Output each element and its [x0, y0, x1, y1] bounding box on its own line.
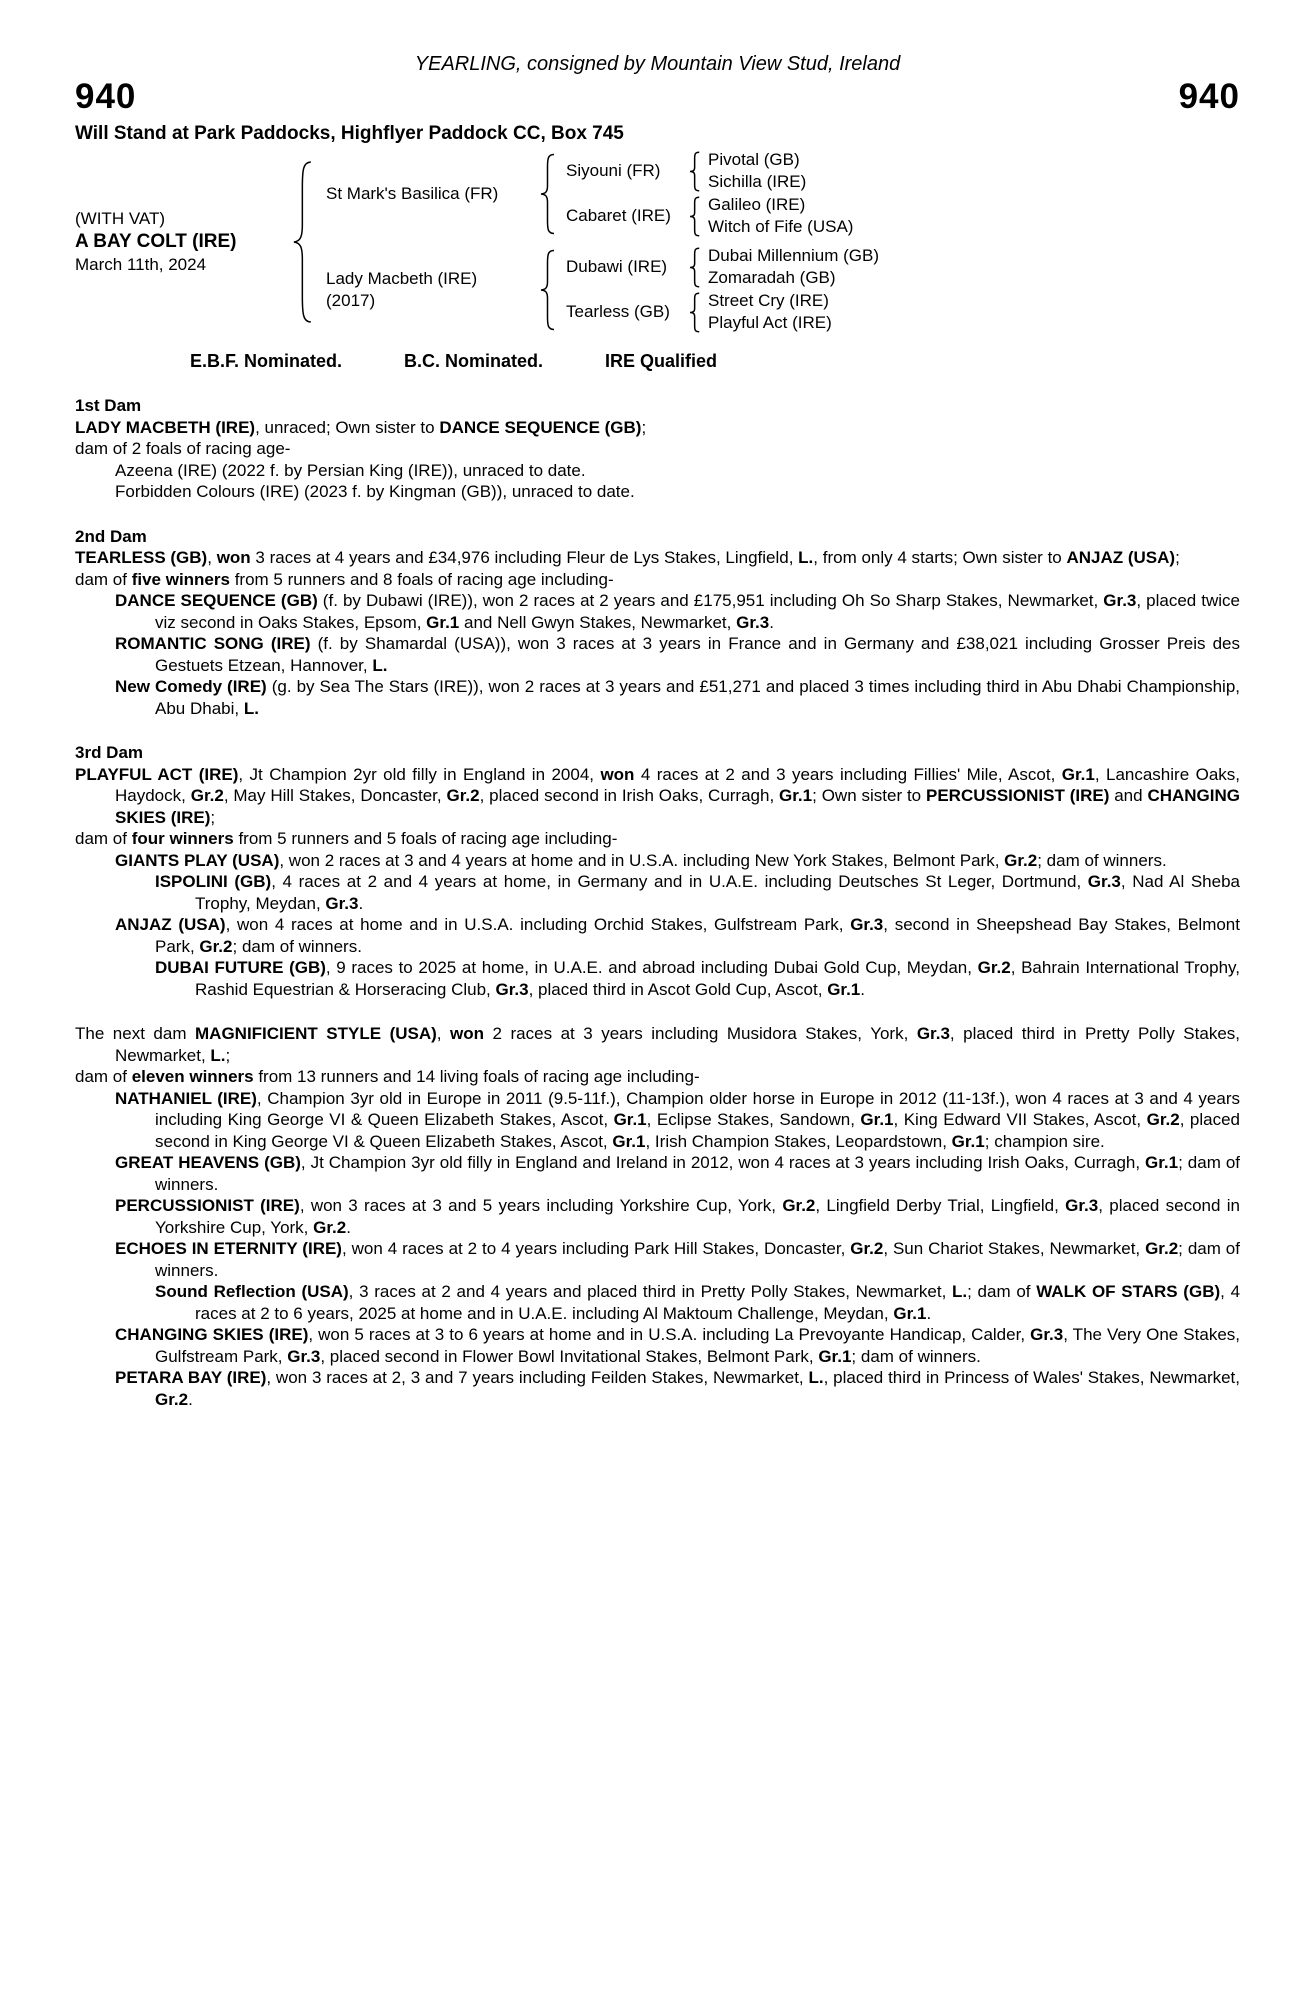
catalogue-paragraph: New Comedy (IRE) (g. by Sea The Stars (IRE)), won 2 races at 3 years and £51,271 and placed 3 times including third in Abu Dhabi Championship, Abu Dhabi, L.: [115, 677, 1240, 718]
sire-sire-name: Siyouni (FR): [566, 161, 661, 181]
ggp-name: Dubai Millennium (GB): [708, 246, 879, 265]
catalogue-paragraph: DUBAI FUTURE (GB), 9 races to 2025 at home, in U.A.E. and abroad including Dubai Gold Cup, Meydan, Gr.2, Bahrain International Trophy, Rashid Equestrian & Horseracing Club, Gr.3, placed third in Ascot Gold Cup, Ascot, Gr.1.: [155, 958, 1240, 999]
ggp-name: Street Cry (IRE): [708, 291, 829, 310]
dam-dam-row: [558, 290, 879, 335]
catalogue-paragraph: dam of five winners from 5 runners and 8 foals of racing age including-: [75, 569, 614, 589]
ebf-nominated-label: E.B.F. Nominated.: [190, 350, 343, 371]
catalogue-paragraph: ECHOES IN ETERNITY (IRE), won 4 races at 2 to 4 years including Park Hill Stakes, Doncaster, Gr.2, Sun Chariot Stakes, Newmarket, Gr.2; dam of winners.: [115, 1239, 1240, 1280]
section-heading: 1st Dam: [75, 396, 142, 415]
pedigree-brace-icon: [290, 157, 316, 327]
lot-number-row: [75, 78, 1240, 116]
horse-name: A BAY COLT (IRE): [75, 231, 237, 252]
catalogue-paragraph: LADY MACBETH (IRE), unraced; Own sister to DANCE SEQUENCE (GB);: [75, 417, 647, 437]
vat-note: (WITH VAT): [75, 209, 166, 228]
sire-sire-row: [558, 149, 853, 194]
pedigree-brace-icon: [538, 152, 558, 236]
catalogue-paragraph: PLAYFUL ACT (IRE), Jt Champion 2yr old filly in England in 2004, won 4 races at 2 and 3 years including Fillies' Mile, Ascot, Gr.1, Lancashire Oaks, Haydock, Gr.2, May Hill Stakes, Doncaster, Gr.2, placed second in Irish Oaks, Curragh, Gr.1; Own sister to PERCUSSIONIST (IRE) and CHANGING SKIES (IRE);: [75, 764, 1240, 827]
catalogue-paragraph: GREAT HEAVENS (GB), Jt Champion 3yr old filly in England and Ireland in 2012, won 4 races at 3 years including Irish Oaks, Curragh, Gr.1; dam of winners.: [115, 1153, 1240, 1194]
catalogue-paragraph: ROMANTIC SONG (IRE) (f. by Shamardal (USA)), won 3 races at 3 years in France and in Germany and £38,021 including Grosser Preis des Gestuets Etzean, Hannover, L.: [115, 634, 1240, 675]
catalogue-paragraph: GIANTS PLAY (USA), won 2 races at 3 and 4 years at home and in U.S.A. including New York Stakes, Belmont Park, Gr.2; dam of winners.: [115, 850, 1167, 870]
catalogue-paragraph: The next dam MAGNIFICIENT STYLE (USA), won 2 races at 3 years including Musidora Stakes, York, Gr.3, placed third in Pretty Polly Stakes, Newmarket, L.;: [75, 1024, 1241, 1065]
pedigree-parents: [316, 149, 879, 335]
ggp-name: Witch of Fife (USA): [708, 217, 854, 236]
catalogue-paragraph: Forbidden Colours (IRE) (2023 f. by Kingman (GB)), unraced to date.: [115, 482, 635, 501]
lot-number-left: 940: [75, 77, 137, 116]
catalogue-paragraph: TEARLESS (GB), won 3 races at 4 years and £34,976 including Fleur de Lys Stakes, Lingfield, L., from only 4 starts; Own sister to ANJAZ (USA);: [75, 548, 1180, 567]
pedigree-brace-icon: [688, 196, 702, 237]
pedigree-brace-icon: [688, 292, 702, 333]
sire-name: St Mark's Basilica (FR): [326, 183, 499, 203]
dam-sire-row: [558, 245, 879, 290]
catalogue-paragraph: PETARA BAY (IRE), won 3 races at 2, 3 and 7 years including Feilden Stakes, Newmarket, L., placed third in Princess of Wales' Stakes, Newmarket, Gr.2.: [115, 1368, 1241, 1409]
dam-grandparents: [558, 245, 879, 335]
ggp-name: Galileo (IRE): [708, 195, 806, 214]
catalogue-paragraph: NATHANIEL (IRE), Champion 3yr old in Europe in 2011 (9.5-11f.), Champion older horse in Europe in 2012 (11-13f.), won 4 races at 3 and 4 years including King George VI & Queen Elizabeth Stakes, Ascot, Gr.1, Eclipse Stakes, Sandown, Gr.1, King Edward VII Stakes, Ascot, Gr.2, placed second in King George VI & Queen Elizabeth Stakes, Ascot, Gr.1, Irish Champion Stakes, Leopardstown, Gr.1; champion sire.: [115, 1088, 1241, 1151]
dam-name: [316, 268, 538, 312]
produce-section: [75, 742, 1240, 1000]
foal-date: March 11th, 2024: [75, 255, 207, 274]
catalogue-paragraph: PERCUSSIONIST (IRE), won 3 races at 3 and 5 years including Yorkshire Cup, York, Gr.2, Lingfield Derby Trial, Lingfield, Gr.3, placed second in Yorkshire Cup, York, Gr.2.: [115, 1196, 1240, 1237]
section-heading: 2nd Dam: [75, 526, 147, 546]
section-heading: 3rd Dam: [75, 743, 144, 762]
great-grandparents: [702, 194, 853, 238]
great-grandparents: [702, 149, 806, 193]
sire-grandparents: [558, 149, 853, 239]
catalogue-paragraph: Azeena (IRE) (2022 f. by Persian King (IRE)), unraced to date.: [115, 460, 586, 480]
dam-dam-name: Tearless (GB): [566, 302, 670, 322]
dam-sire-name: Dubawi (IRE): [566, 257, 668, 277]
dam-year: (2017): [326, 290, 376, 310]
catalogue-paragraph: dam of four winners from 5 runners and 5 foals of racing age including-: [75, 829, 618, 848]
nominations-line: [75, 351, 1240, 373]
great-grandparents: [702, 290, 832, 334]
pedigree-brace-icon: [538, 248, 558, 332]
lot-number-right: 940: [1178, 77, 1240, 116]
ggp-name: Pivotal (GB): [708, 150, 800, 169]
catalogue-paragraph: CHANGING SKIES (IRE), won 5 races at 3 to 6 years at home and in U.S.A. including La Prevoyante Handicap, Calder, Gr.3, The Very One Stakes, Gulfstream Park, Gr.3, placed second in Flower Bowl Invitational Stakes, Belmont Park, Gr.1; dam of winners.: [115, 1325, 1240, 1366]
bc-nominated-label: B.C. Nominated.: [404, 350, 544, 371]
ire-qualified-label: IRE Qualified: [605, 350, 718, 371]
produce-section: [75, 1023, 1240, 1410]
catalogue-paragraph: ISPOLINI (GB), 4 races at 2 and 4 years at home, in Germany and in U.A.E. including Deutsches St Leger, Dortmund, Gr.3, Nad Al Sheba Trophy, Meydan, Gr.3.: [155, 872, 1240, 913]
dam-row: [316, 245, 879, 335]
consignor-line: YEARLING, consigned by Mountain View Stud, Ireland: [414, 53, 901, 75]
pedigree-brace-icon: [688, 151, 702, 192]
ggp-name: Sichilla (IRE): [708, 172, 807, 191]
catalogue-paragraph: DANCE SEQUENCE (GB) (f. by Dubawi (IRE)), won 2 races at 2 years and £175,951 including Oh So Sharp Stakes, Newmarket, Gr.3, placed twice viz second in Oaks Stakes, Epsom, Gr.1 and Nell Gwyn Stakes, Newmarket, Gr.3.: [115, 591, 1241, 632]
stand-location-line: Will Stand at Park Paddocks, Highflyer Paddock CC, Box 745: [75, 123, 624, 144]
catalogue-paragraph: dam of 2 foals of racing age-: [75, 439, 291, 458]
catalogue-paragraph: Sound Reflection (USA), 3 races at 2 and 4 years and placed third in Pretty Polly Stakes, Newmarket, L.; dam of WALK OF STARS (GB), 4 races at 2 to 6 years, 2025 at home and in U.A.E. including Al Maktoum Challenge, Meydan, Gr.1.: [155, 1282, 1241, 1323]
pedigree-table: [75, 149, 1240, 335]
ggp-name: Zomaradah (GB): [708, 268, 836, 287]
great-grandparents: [702, 245, 879, 289]
catalogue-paragraph: dam of eleven winners from 13 runners and 14 living foals of racing age including-: [75, 1067, 700, 1086]
sire-row: [316, 149, 879, 239]
catalogue-paragraph: ANJAZ (USA), won 4 races at home and in U.S.A. including Orchid Stakes, Gulfstream Park, Gr.3, second in Sheepshead Bay Stakes, Belmont Park, Gr.2; dam of winners.: [115, 915, 1240, 956]
sire-dam-name: Cabaret (IRE): [566, 206, 671, 226]
pedigree-brace-icon: [688, 247, 702, 288]
produce-section: [75, 395, 1240, 503]
ggp-name: Playful Act (IRE): [708, 313, 832, 332]
dam-name-text: Lady Macbeth (IRE): [326, 268, 478, 288]
produce-record: [75, 395, 1240, 1410]
sire-dam-row: [558, 194, 853, 239]
pedigree-subject: [75, 207, 290, 276]
produce-section: [75, 526, 1240, 720]
